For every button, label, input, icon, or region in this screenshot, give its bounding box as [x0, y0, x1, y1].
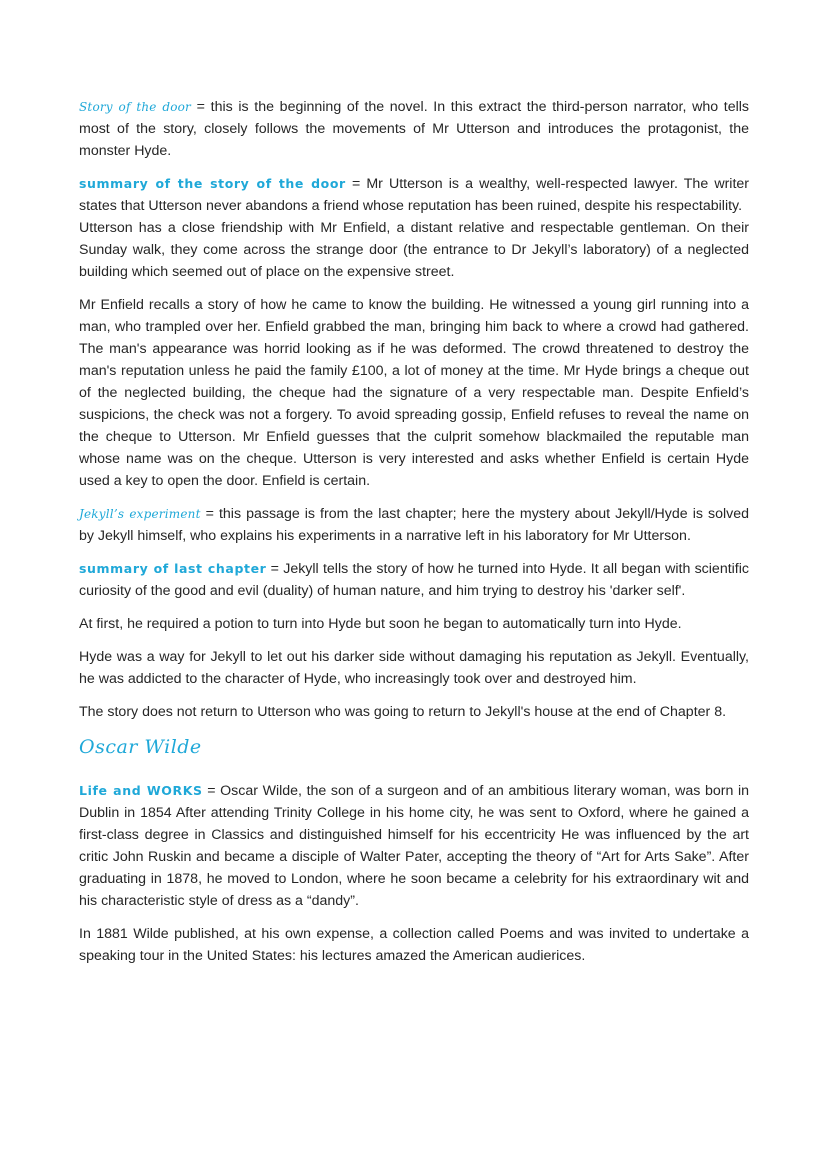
paragraph-utterson-enfield — [79, 217, 749, 283]
paragraph-jekylls-experiment — [79, 503, 749, 547]
section-heading-oscar-wilde: Oscar Wilde — [79, 736, 202, 758]
paragraph-poems-1881 — [79, 923, 749, 967]
paragraph-story-of-the-door — [79, 96, 749, 162]
paragraph-summary-story-of-the-door — [79, 173, 749, 217]
label-summary-story-of-the-door: summary of the story of the door — [79, 176, 346, 191]
label-story-of-the-door: Story of the door — [79, 100, 191, 114]
paragraph-potion — [79, 613, 749, 635]
paragraph-text: Hyde was a way for Jekyll to let out his darker side without damaging his reputation as Jekyll. Eventually, he was addicted to the character of Hyde, who increasingly took over and destroyed him. — [79, 649, 749, 687]
label-life-and-works: Life and WORKS — [79, 783, 203, 798]
paragraph-text: At first, he required a potion to turn into Hyde but soon he began to automatically turn into Hyde. — [79, 616, 682, 632]
paragraph-text: Mr Enfield recalls a story of how he came to know the building. He witnessed a young girl running into a man, who trampled over her. Enfield grabbed the man, bringing him back to where a crowd had gathered. The man's appearance was horrid looking as if he was deformed. The crowd threatened to destroy the man's reputation unless he paid the family £100, a lot of money at the time. Mr Hyde brings a cheque out of the neglected building, the cheque had the signature of a very respectable man. Despite Enfield’s suspicions, the check was not a forgery. To avoid spreading gossip, Enfield refuses to reveal the name on the cheque to Utterson. Mr Enfield guesses that the culprit somehow blackmailed the reputable man whose name was on the cheque. Utterson is very interested and asks whether Enfield is certain Hyde used a key to open the door. Enfield is certain. — [79, 297, 749, 489]
paragraph-story-ending — [79, 701, 749, 723]
label-summary-last-chapter: summary of last chapter — [79, 561, 267, 576]
paragraph-text: = Jekyll tells the story of how he turned into Hyde. It all began with scientific curiosity of the good and evil (duality) of human nature, and him trying to destroy his 'darker self'. — [79, 561, 749, 599]
paragraph-summary-last-chapter — [79, 558, 749, 602]
paragraph-text: = this is the beginning of the novel. In this extract the third-person narrator, who tells most of the story, closely follows the movements of Mr Utterson and introduces the protagonist, the monster Hyde. — [79, 99, 749, 159]
document-page — [79, 96, 749, 978]
paragraph-text: = Oscar Wilde, the son of a surgeon and of an ambitious literary woman, was born in Dublin in 1854 After attending Trinity College in his home city, he was sent to Oxford, where he gained a first-class degree in Classics and distinguished himself for his eccentricity He was influenced by the art critic John Ruskin and became a disciple of Walter Pater, accepting the theory of “Art for Arts Sake”. After graduating in 1878, he moved to London, where he soon became a celebrity for his extraordinary wit and his characteristic style of dress as a “dandy”. — [79, 783, 750, 909]
paragraph-text: In 1881 Wilde published, at his own expense, a collection called Poems and was invited to undertake a speaking tour in the United States: his lectures amazed the American audierices. — [79, 926, 749, 964]
label-jekylls-experiment: Jekyll’s experiment — [79, 507, 201, 521]
paragraph-life-and-works — [79, 780, 749, 912]
paragraph-enfield-story — [79, 294, 749, 492]
paragraph-text: The story does not return to Utterson who was going to return to Jekyll's house at the end of Chapter 8. — [79, 704, 727, 720]
paragraph-text: = this passage is from the last chapter; here the mystery about Jekyll/Hyde is solved by Jekyll himself, who explains his experiments in a narrative left in his laboratory for Mr Utterson. — [79, 506, 750, 544]
paragraph-text: Utterson has a close friendship with Mr Enfield, a distant relative and respectable gentleman. On their Sunday walk, they come across the strange door (the entrance to Dr Jekyll’s laboratory) of a neglected building which seemed out of place on the expensive street. — [79, 220, 749, 280]
paragraph-darker-side — [79, 646, 749, 690]
paragraph-text: = Mr Utterson is a wealthy, well-respected lawyer. The writer states that Utterson never abandons a friend whose reputation has been ruined, despite his respectability. — [79, 176, 749, 214]
